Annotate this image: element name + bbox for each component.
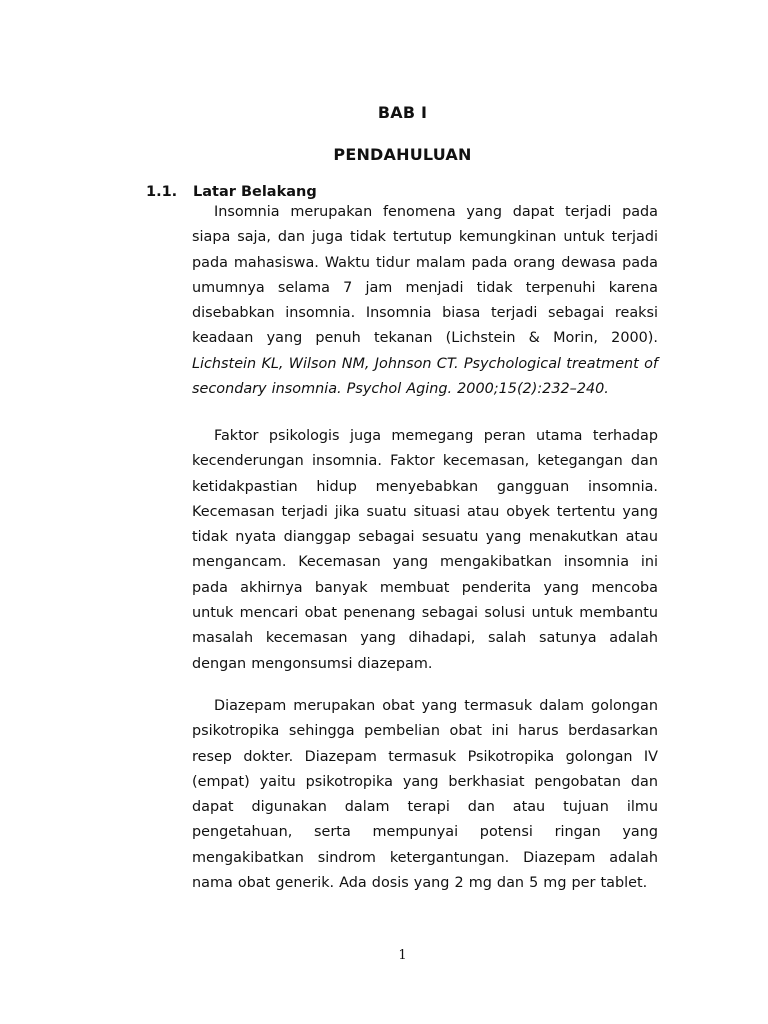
paragraph-1-text: Insomnia merupakan fenomena yang dapat terjadi pada siapa saja, dan juga tidak tertutup kemungkinan untuk terjadi pada mahasiswa. Waktu tidur malam pada orang dewasa pada umumnya selama 7 jam menjadi tidak terpenuhi karena disebabkan insomnia. Insomnia biasa terjadi sebagai reaksi keadaan yang penuh tekanan (Lichstein & Morin, 2000). — [192, 204, 658, 347]
paragraph-3-text: Diazepam merupakan obat yang termasuk dalam golongan psikotropika sehingga pembelian obat ini harus berdasarkan resep dokter. Diazepam termasuk Psikotropika golongan IV (empat) yaitu psikotropika yang berkhasiat pengobatan dan dapat digunakan dalam terapi dan atau tujuan ilmu pengetahuan, serta mempunyai potensi ringan yang mengakibatkan sindrom ketergantungan. Diazepam adalah nama obat generik. Ada dosis yang 2 mg dan 5 mg per tablet. — [192, 698, 658, 892]
chapter-title: PENDAHULUAN — [333, 145, 472, 164]
paragraph-2 — [192, 424, 658, 677]
chapter-number: BAB I — [377, 103, 428, 122]
page-number: 1 — [398, 948, 407, 963]
paragraph-1 — [192, 200, 658, 402]
paragraph-3 — [192, 694, 658, 896]
section-heading — [146, 184, 317, 200]
section-title: Latar Belakang — [193, 184, 317, 200]
paragraph-2-text: Faktor psikologis juga memegang peran utama terhadap kecenderungan insomnia. Faktor kecemasan, ketegangan dan ketidakpastian hidup menyebabkan gangguan insomnia. Kecemasan terjadi jika suatu situasi atau obyek tertentu yang tidak nyata dianggap sebagai sesuatu yang menakutkan atau mengancam. Kecemasan yang mengakibatkan insomnia ini pada akhirnya banyak membuat penderita yang mencoba untuk mencari obat penenang sebagai solusi untuk membantu masalah kecemasan yang dihadapi, salah satunya adalah dengan mengonsumsi diazepam. — [192, 428, 658, 672]
section-number: 1.1. — [146, 184, 178, 200]
paragraph-1-citation: Lichstein KL, Wilson NM, Johnson CT. Psychological treatment of secondary insomnia. Psychol Aging. 2000;15(2):232–240. — [192, 355, 658, 398]
